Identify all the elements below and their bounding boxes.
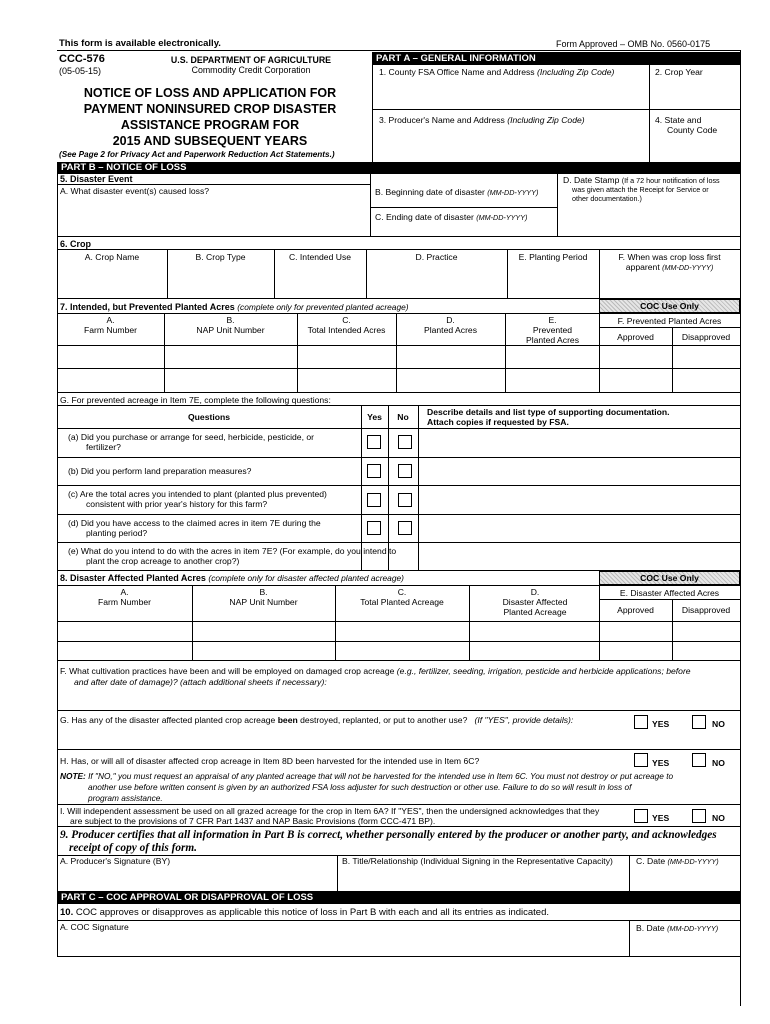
left-border bbox=[57, 162, 58, 956]
county-office-field[interactable] bbox=[373, 78, 648, 108]
s8g-no-checkbox[interactable] bbox=[692, 715, 706, 729]
divider bbox=[57, 804, 740, 805]
divider bbox=[599, 327, 740, 328]
s7g-label: G. For prevented acreage in Item 7E, complete the following questions: bbox=[60, 395, 331, 405]
coc-signature-field[interactable] bbox=[58, 933, 628, 955]
s8-row-2[interactable] bbox=[58, 642, 739, 659]
s8h-note bbox=[60, 771, 673, 781]
label-number: 10. bbox=[60, 907, 74, 918]
divider bbox=[57, 710, 740, 711]
label-text: F. When was crop loss first bbox=[618, 252, 721, 262]
col-text: Farm Number bbox=[83, 325, 137, 335]
crop-type-field[interactable] bbox=[168, 274, 273, 297]
question-line: (a) Did you purchase or arrange for seed, herbicide, pesticide, or bbox=[68, 432, 315, 442]
s8h-no-label: NO bbox=[712, 758, 725, 768]
s8g-no-label: NO bbox=[712, 719, 725, 729]
coc-signature-label: A. COC Signature bbox=[60, 922, 129, 932]
divider bbox=[57, 313, 740, 314]
divider bbox=[57, 392, 740, 393]
s8i-yes-label: YES bbox=[652, 813, 670, 823]
date-stamp-note: was given attach the Receipt for Service or bbox=[572, 185, 709, 194]
s8-col-e-label: E. Disaster Affected Acres bbox=[619, 588, 720, 598]
col-letter: D. bbox=[530, 587, 540, 597]
divider bbox=[57, 405, 740, 406]
question-line: (d) Did you have access to the claimed acres in item 7E during the bbox=[68, 518, 321, 528]
s8-approved-label: Approved bbox=[617, 605, 654, 615]
s8h-no-checkbox[interactable] bbox=[692, 753, 706, 767]
cultivation-practices-field[interactable] bbox=[58, 689, 739, 709]
label-text: destroyed, replanted, or put to another use? bbox=[300, 715, 468, 725]
section-5-heading: 5. Disaster Event bbox=[60, 174, 133, 184]
s8h-note-2: another use before written consent is given by an authorized FSA loss adjuster for such destruction or other use. Failure to do so will result in loss of bbox=[88, 782, 632, 792]
label-hint: (complete only for disaster affected planted acreage) bbox=[208, 573, 404, 583]
crop-name-field[interactable] bbox=[58, 274, 166, 297]
q-d-details-field[interactable] bbox=[419, 515, 739, 541]
q-c-no-checkbox[interactable] bbox=[398, 493, 412, 507]
s8h-label: H. Has, or will all of disaster affected crop acreage in Item 8D been harvested for the intended use in Item 6C? bbox=[60, 756, 480, 766]
question-b bbox=[68, 466, 251, 476]
corp-name: Commodity Credit Corporation bbox=[191, 65, 311, 75]
col-letter: C. bbox=[342, 315, 351, 325]
label-text: apparent bbox=[625, 262, 660, 272]
practice-label: D. Practice bbox=[415, 252, 458, 262]
s7-col-f-label: F. Prevented Planted Acres bbox=[617, 316, 722, 326]
title-relationship-label: B. Title/Relationship (Individual Signing in the Representative Capacity) bbox=[342, 856, 613, 866]
q-c-details-field[interactable] bbox=[419, 486, 739, 513]
label-text: G. Has any of the disaster affected planted crop acreage bbox=[60, 715, 276, 725]
cert-line: 9. Producer certifies that all information in Part B is correct, whether personally entered by the producer or another party, and acknowledges bbox=[60, 829, 717, 841]
label-text: F. What cultivation practices have been and will be employed on damaged crop acreage bbox=[60, 666, 395, 676]
question-line: (c) Are the total acres you intended to plant (planted plus prevented) bbox=[68, 489, 327, 499]
s7-col-e-label bbox=[520, 315, 585, 345]
s8-col-d-label bbox=[495, 587, 575, 617]
no-header: No bbox=[397, 412, 409, 422]
end-date-field[interactable] bbox=[371, 223, 556, 235]
s7-col-d-label bbox=[396, 315, 505, 335]
question-line: plant the crop acreage to another crop?) bbox=[86, 556, 240, 566]
form-date: (05-05-15) bbox=[59, 66, 102, 76]
col-letter: C. bbox=[397, 587, 407, 597]
label-text: C. Ending date of disaster bbox=[375, 212, 474, 222]
col-text: Prevented Planted Acres bbox=[525, 325, 580, 345]
col-letter: D. bbox=[446, 315, 455, 325]
q-d-no-checkbox[interactable] bbox=[398, 521, 412, 535]
col-text: NAP Unit Number bbox=[196, 325, 265, 335]
label-hint: (MM-DD-YYYY) bbox=[667, 924, 719, 933]
producer-signature-label: A. Producer's Signature (BY) bbox=[60, 856, 171, 866]
s8-col-b-label bbox=[192, 587, 335, 607]
s9-date-label bbox=[636, 856, 719, 866]
crop-year-label: 2. Crop Year bbox=[655, 67, 703, 77]
col-letter: A. bbox=[106, 315, 115, 325]
coc-date-label bbox=[636, 923, 718, 933]
label-text: C. Date bbox=[636, 856, 666, 866]
disaster-event-field[interactable] bbox=[58, 197, 369, 235]
divider bbox=[57, 184, 370, 185]
s8f-label-2: and after date of damage)? (attach additional sheets if necessary): bbox=[74, 677, 327, 687]
q-b-no-checkbox[interactable] bbox=[398, 464, 412, 478]
s8i-no-label: NO bbox=[712, 813, 725, 823]
col-letter: A. bbox=[120, 587, 129, 597]
q-a-details-field[interactable] bbox=[419, 429, 739, 456]
col-letter: B. bbox=[226, 315, 235, 325]
note-label: NOTE: bbox=[60, 771, 86, 781]
section-6-heading: 6. Crop bbox=[60, 239, 92, 249]
section-8-heading bbox=[60, 573, 404, 583]
s8-row-1[interactable] bbox=[58, 622, 739, 640]
s8h-note-3: program assistance. bbox=[88, 793, 163, 803]
s8i-yes-checkbox[interactable] bbox=[634, 809, 648, 823]
crop-name-label: A. Crop Name bbox=[84, 252, 140, 262]
q-a-yes-checkbox[interactable] bbox=[367, 435, 381, 449]
coc-approval-statement bbox=[60, 908, 549, 918]
divider bbox=[57, 749, 740, 750]
divider bbox=[57, 826, 740, 827]
divider bbox=[57, 660, 740, 661]
cert-line: receipt of copy of this form. bbox=[69, 842, 198, 854]
privacy-note: (See Page 2 for Privacy Act and Paperwork Reduction Act Statements.) bbox=[59, 150, 335, 159]
s8-col-c-label bbox=[335, 587, 469, 607]
coc-use-only-8: COC Use Only bbox=[599, 571, 740, 585]
coc-use-only-7: COC Use Only bbox=[599, 299, 740, 313]
label-hint: (Including Zip Code) bbox=[507, 115, 585, 125]
question-e bbox=[68, 546, 396, 566]
state-county-label bbox=[655, 115, 717, 135]
crop-type-label: B. Crop Type bbox=[195, 252, 246, 262]
s7-col-b-label bbox=[164, 315, 297, 335]
label-hint: (MM-DD-YYYY) bbox=[662, 263, 714, 272]
s8h-yes-label: YES bbox=[652, 758, 670, 768]
question-line: consistent with prior year's history for this farm? bbox=[86, 499, 268, 509]
note-text: If "NO," you must request an appraisal of any planted acreage that will not be harvested for the intended use in Item 6C. You must not destroy or put acreage to bbox=[88, 771, 674, 781]
col-text: Disaster Affected Planted Acreage bbox=[502, 597, 568, 617]
date-stamp-field[interactable] bbox=[558, 205, 739, 235]
coc-date-field[interactable] bbox=[630, 934, 739, 955]
section-7-heading bbox=[60, 302, 409, 312]
label-hint: (MM-DD-YYYY) bbox=[476, 213, 528, 222]
s9-date-field[interactable] bbox=[630, 867, 739, 890]
title-relationship-field[interactable] bbox=[338, 867, 628, 890]
intended-use-label: C. Intended Use bbox=[288, 252, 352, 262]
label-hint: (Including Zip Code) bbox=[536, 67, 615, 77]
part-c-header: PART C – COC APPROVAL OR DISAPPROVAL OF LOSS bbox=[57, 891, 740, 904]
label-hint: (If "YES", provide details): bbox=[474, 715, 574, 725]
planting-period-label: E. Planting Period bbox=[518, 252, 588, 262]
col-letter: E. bbox=[548, 315, 557, 325]
label-hint: (MM-DD-YYYY) bbox=[487, 188, 539, 197]
right-border bbox=[740, 50, 741, 1006]
s8i-no-checkbox[interactable] bbox=[692, 809, 706, 823]
q-a-no-checkbox[interactable] bbox=[398, 435, 412, 449]
intended-use-field[interactable] bbox=[275, 274, 365, 297]
s8f-label bbox=[60, 666, 691, 676]
part-b-header: PART B – NOTICE OF LOSS bbox=[57, 162, 740, 174]
label-text: 1. County FSA Office Name and Address bbox=[379, 67, 535, 77]
state-county-field[interactable] bbox=[650, 137, 739, 161]
divider bbox=[57, 236, 740, 237]
begin-date-field[interactable] bbox=[371, 197, 556, 207]
top-rule bbox=[57, 50, 740, 51]
s8h-yes-checkbox[interactable] bbox=[634, 753, 648, 767]
col-text: Total Planted Acreage bbox=[360, 597, 444, 607]
q-b-details-field[interactable] bbox=[419, 458, 739, 484]
s8g-yes-label: YES bbox=[652, 719, 670, 729]
divider bbox=[57, 249, 740, 250]
producer-signature-field[interactable] bbox=[58, 867, 336, 890]
label-hint: (e.g., fertilizer, seeding, irrigation, pesticide and herbicide applications; before bbox=[396, 666, 691, 676]
col-letter: B. bbox=[259, 587, 268, 597]
title-line: NOTICE OF LOSS AND APPLICATION FOR bbox=[83, 86, 337, 100]
s7-col-c-label bbox=[297, 315, 396, 335]
s7-approved-label: Approved bbox=[617, 332, 654, 342]
divider bbox=[57, 956, 740, 957]
col-text: Planted Acres bbox=[423, 325, 478, 335]
label-text: COC approves or disapproves as applicable this notice of loss in Part B with each and all its entries as indicated. bbox=[75, 907, 549, 918]
loss-apparent-field[interactable] bbox=[600, 274, 739, 297]
label-emphasis: been bbox=[277, 715, 298, 725]
label-text: 8. Disaster Affected Planted Acres bbox=[60, 573, 206, 583]
q-b-yes-checkbox[interactable] bbox=[367, 464, 381, 478]
label-hint: (complete only for prevented planted acreage) bbox=[237, 302, 409, 312]
producer-label bbox=[379, 115, 585, 125]
practice-field[interactable] bbox=[367, 274, 506, 297]
label-text: Describe details and list type of supporting documentation. bbox=[427, 407, 670, 417]
s7-disapproved-label: Disapproved bbox=[681, 332, 731, 342]
begin-date-label bbox=[375, 187, 538, 197]
divider bbox=[57, 920, 740, 921]
label-note: (If a 72 hour notification of loss bbox=[621, 176, 720, 185]
end-date-label bbox=[375, 212, 527, 222]
title-line: PAYMENT NONINSURED CROP DISASTER bbox=[83, 102, 337, 116]
form-number: CCC-576 bbox=[59, 53, 105, 65]
date-stamp-label bbox=[563, 175, 720, 185]
s8i-label-2: are subject to the provisions of 7 CFR Part 1437 and NAP Basic Provisions (form CCC-471 BP). bbox=[70, 816, 436, 826]
q-d-yes-checkbox[interactable] bbox=[367, 521, 381, 535]
s8i-label: I. Will independent assessment be used on all grazed acreage for the crop in Item 6A? If "YES", then the undersigned acknowledges that they bbox=[60, 806, 600, 816]
certification-text bbox=[60, 829, 717, 855]
form-title bbox=[60, 85, 360, 149]
col-text: Farm Number bbox=[97, 597, 151, 607]
s8-disapproved-label: Disapproved bbox=[681, 605, 731, 615]
county-office-label bbox=[379, 67, 614, 77]
q-e-details-field[interactable] bbox=[419, 543, 739, 569]
yes-header: Yes bbox=[367, 412, 382, 422]
question-line: planting period? bbox=[86, 528, 148, 538]
date-stamp-note: other documentation.) bbox=[572, 194, 642, 203]
label-text: B. Date bbox=[636, 923, 665, 933]
available-note: This form is available electronically. bbox=[59, 38, 221, 49]
part-a-header: PART A – GENERAL INFORMATION bbox=[372, 52, 740, 65]
question-line: fertilizer? bbox=[86, 442, 121, 452]
planting-period-field[interactable] bbox=[508, 274, 598, 297]
loss-apparent-label bbox=[599, 252, 740, 272]
q-c-yes-checkbox[interactable] bbox=[367, 493, 381, 507]
s8g-details-field[interactable] bbox=[58, 728, 739, 748]
producer-field[interactable] bbox=[373, 126, 648, 161]
divider bbox=[372, 109, 740, 110]
label-text: Attach copies if requested by FSA. bbox=[427, 417, 569, 427]
label-text: D. Date Stamp bbox=[563, 175, 620, 185]
col-text: NAP Unit Number bbox=[229, 597, 298, 607]
label-text: 7. Intended, but Prevented Planted Acres bbox=[60, 302, 235, 312]
label-text: 3. Producer's Name and Address bbox=[379, 115, 505, 125]
s8-col-a-label bbox=[57, 587, 192, 607]
divider bbox=[370, 207, 557, 208]
s7-col-a-label bbox=[57, 315, 164, 335]
s8g-label bbox=[60, 715, 573, 725]
label-text: County Code bbox=[667, 125, 718, 135]
question-d bbox=[68, 518, 321, 538]
questions-header: Questions bbox=[187, 412, 231, 422]
crop-year-field[interactable] bbox=[650, 78, 739, 108]
question-line: (e) What do you intend to do with the acres in item 7E? (For example, do you intend to bbox=[68, 546, 397, 556]
question-c bbox=[68, 489, 327, 509]
omb-number: Form Approved – OMB No. 0560-0175 bbox=[556, 39, 711, 49]
label-text: 4. State and bbox=[655, 115, 702, 125]
question-a bbox=[68, 432, 314, 452]
label-hint: (MM-DD-YYYY) bbox=[667, 857, 719, 866]
s7-row-1[interactable] bbox=[58, 346, 739, 367]
divider bbox=[57, 585, 740, 586]
title-line: 2015 AND SUBSEQUENT YEARS bbox=[112, 134, 308, 148]
doc-header bbox=[427, 407, 670, 427]
question-line: (b) Did you perform land preparation measures? bbox=[68, 466, 252, 476]
divider bbox=[599, 599, 740, 600]
agency-name: U.S. DEPARTMENT OF AGRICULTURE bbox=[170, 55, 332, 65]
label-text: B. Beginning date of disaster bbox=[375, 187, 485, 197]
disaster-event-label: A. What disaster event(s) caused loss? bbox=[60, 186, 210, 196]
s8g-yes-checkbox[interactable] bbox=[634, 715, 648, 729]
s7-row-2[interactable] bbox=[58, 369, 739, 391]
col-text: Total Intended Acres bbox=[307, 325, 386, 335]
title-line: ASSISTANCE PROGRAM FOR bbox=[120, 118, 300, 132]
